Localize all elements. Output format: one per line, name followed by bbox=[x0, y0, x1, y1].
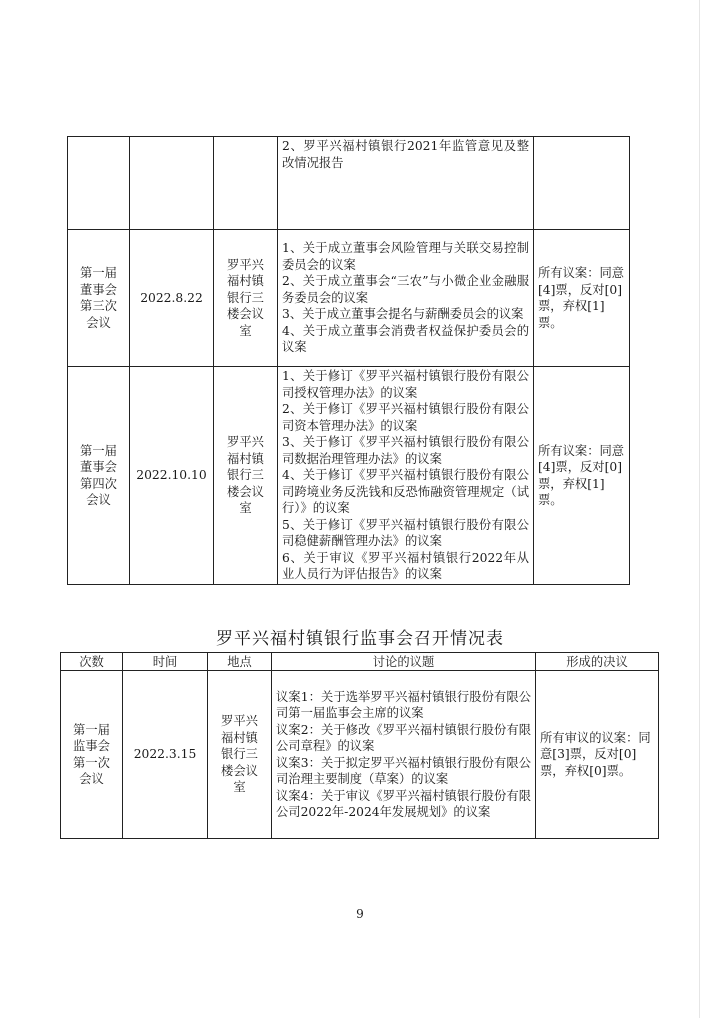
board-meeting-table bbox=[67, 136, 630, 585]
topic-item: 议案4：关于审议《罗平兴福村镇银行股份有限公司2022年-2024年发展规划》的议案 bbox=[276, 788, 531, 819]
date-cell: 2022.10.10 bbox=[130, 367, 214, 585]
topic-item: 6、关于审议《罗平兴福村镇银行2022年从业人员行为评估报告》的议案 bbox=[282, 550, 529, 582]
topics-cell bbox=[272, 671, 536, 839]
topic-item: 议案3：关于拟定罗平兴福村镇银行股份有限公司治理主要制度（草案）的议案 bbox=[276, 755, 531, 786]
table-header-row bbox=[61, 653, 659, 671]
topics-cell bbox=[278, 230, 534, 367]
table-row bbox=[68, 367, 630, 585]
table-row bbox=[68, 230, 630, 367]
column-header: 地点 bbox=[208, 653, 272, 671]
page-edge-line bbox=[699, 0, 700, 1018]
topics-cell bbox=[278, 137, 534, 230]
date-cell: 2022.8.22 bbox=[130, 230, 214, 367]
topic-item: 3、关于修订《罗平兴福村镇银行股份有限公司数据治理管理办法》的议案 bbox=[282, 435, 529, 466]
meeting-cell: 第一届董事会第四次会议 bbox=[68, 367, 130, 585]
topic-item: 3、关于成立董事会提名与薪酬委员会的议案 bbox=[282, 307, 524, 322]
resolution-cell bbox=[534, 137, 630, 230]
topic-item: 5、关于修订《罗平兴福村镇银行股份有限公司稳健薪酬管理办法》的议案 bbox=[282, 517, 529, 549]
topic-item: 1、关于修订《罗平兴福村镇银行股份有限公司授权管理办法》的议案 bbox=[282, 369, 529, 400]
topic-item: 2、关于成立董事会“三农”与小微企业金融服务委员会的议案 bbox=[282, 274, 529, 305]
topic-item: 4、关于修订《罗平兴福村镇银行股份有限公司跨境业务反洗钱和反恐怖融资管理规定（试行）》的议案 bbox=[282, 468, 529, 516]
topic-item: 2、罗平兴福村镇银行2021年监管意见及整改情况报告 bbox=[282, 139, 529, 170]
topic-item: 2、关于修订《罗平兴福村镇银行股份有限公司资本管理办法》的议案 bbox=[282, 402, 529, 433]
section-title: 罗平兴福村镇银行监事会召开情况表 bbox=[216, 629, 504, 649]
topic-item: 议案1：关于选举罗平兴福村镇银行股份有限公司第一届监事会主席的议案 bbox=[276, 689, 531, 720]
meeting-cell: 第一届董事会第三次会议 bbox=[68, 230, 130, 367]
resolution-cell: 所有议案：同意[4]票，反对[0]票，弃权[1]票。 bbox=[534, 367, 630, 585]
page-number: 9 bbox=[356, 907, 364, 921]
column-header: 时间 bbox=[123, 653, 208, 671]
location-cell bbox=[214, 137, 278, 230]
topic-item: 1、关于成立董事会风险管理与关联交易控制委员会的议案 bbox=[282, 241, 529, 272]
column-header: 讨论的议题 bbox=[272, 653, 536, 671]
table-row bbox=[68, 137, 630, 230]
resolution-cell: 所有审议的议案：同意[3]票，反对[0]票，弃权[0]票。 bbox=[536, 671, 659, 839]
date-cell bbox=[130, 137, 214, 230]
topic-item: 4、关于成立董事会消费者权益保护委员会的议案 bbox=[282, 323, 529, 355]
column-header: 次数 bbox=[61, 653, 123, 671]
location-cell: 罗平兴福村镇银行三楼会议室 bbox=[214, 367, 278, 585]
supervisory-meeting-table bbox=[60, 652, 659, 839]
topic-item: 议案2：关于修改《罗平兴福村镇银行股份有限公司章程》的议案 bbox=[276, 722, 531, 753]
topics-cell bbox=[278, 367, 534, 585]
location-cell: 罗平兴福村镇银行三楼会议室 bbox=[214, 230, 278, 367]
meeting-cell: 第一届监事会第一次会议 bbox=[61, 671, 123, 839]
location-cell: 罗平兴福村镇银行三楼会议室 bbox=[208, 671, 272, 839]
meeting-cell bbox=[68, 137, 130, 230]
resolution-cell: 所有议案：同意[4]票，反对[0]票，弃权[1]票。 bbox=[534, 230, 630, 367]
column-header: 形成的决议 bbox=[536, 653, 659, 671]
date-cell: 2022.3.15 bbox=[123, 671, 208, 839]
table-row bbox=[61, 671, 659, 839]
